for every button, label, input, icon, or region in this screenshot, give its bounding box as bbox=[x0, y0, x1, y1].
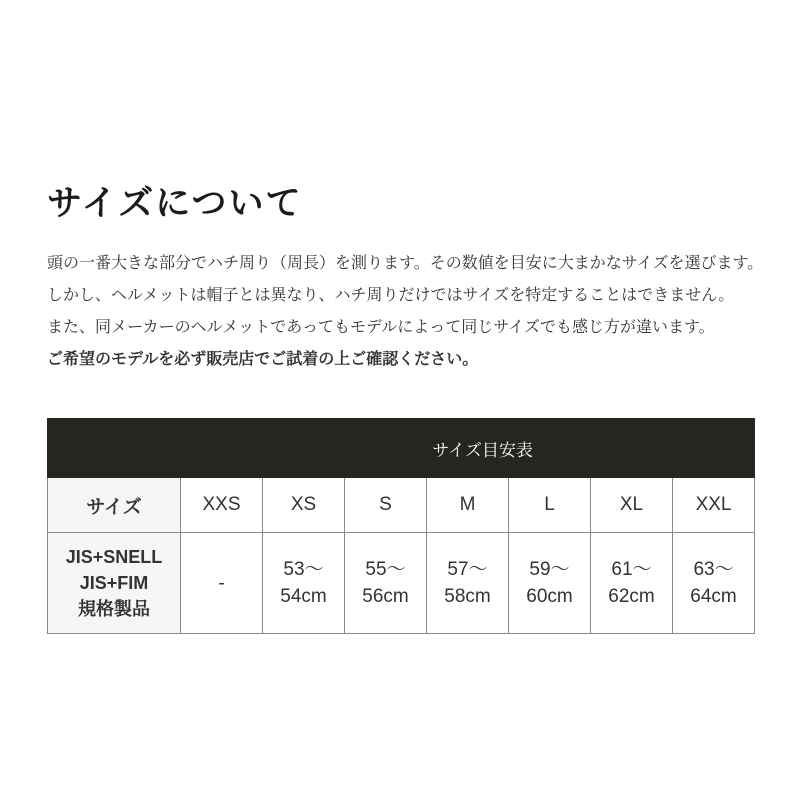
size-cell-l bbox=[509, 533, 591, 634]
col-header-s: S bbox=[345, 478, 427, 533]
row-label-standards bbox=[48, 533, 181, 634]
size-cell-xl bbox=[591, 533, 673, 634]
col-header-m: M bbox=[427, 478, 509, 533]
size-range-line: 61～ bbox=[611, 559, 652, 581]
size-range-line: 62cm bbox=[608, 586, 655, 608]
size-range-line: 53～ bbox=[283, 559, 324, 581]
intro-line: また、同メーカーのヘルメットであってもモデルによって同じサイズでも感じ方が違います。 bbox=[47, 319, 715, 337]
row-label-line: JIS+SNELL bbox=[65, 547, 163, 568]
fitting-notice: ご希望のモデルを必ず販売店でご試着の上ご確認ください。 bbox=[47, 351, 479, 369]
size-range-line: 58cm bbox=[444, 586, 491, 608]
table-caption: サイズ目安表 bbox=[181, 419, 755, 478]
intro-line: 頭の一番大きな部分でハチ周り（周長）を測ります。その数値を目安に大まかなサイズを選びます。 bbox=[47, 255, 764, 273]
col-header-xl: XL bbox=[591, 478, 673, 533]
size-range-line: - bbox=[218, 572, 225, 594]
size-range-line: 55～ bbox=[365, 559, 406, 581]
intro-line: しかし、ヘルメットは帽子とは異なり、ハチ周りだけではサイズを特定することはできません。 bbox=[47, 287, 735, 305]
size-range-line: 57～ bbox=[447, 559, 488, 581]
col-header-size: サイズ bbox=[48, 478, 181, 533]
col-header-xxs: XXS bbox=[181, 478, 263, 533]
col-header-xxl: XXL bbox=[673, 478, 755, 533]
size-range-line: 64cm bbox=[690, 586, 737, 608]
intro-paragraph bbox=[47, 248, 764, 376]
row-label-line: JIS+FIM bbox=[79, 573, 149, 594]
page-title: サイズについて bbox=[47, 184, 303, 223]
size-range-line: 63～ bbox=[693, 559, 734, 581]
size-info-section bbox=[47, 184, 764, 634]
caption-spacer bbox=[48, 419, 181, 478]
size-cell-xxs bbox=[181, 533, 263, 634]
size-cell-s bbox=[345, 533, 427, 634]
col-header-xs: XS bbox=[263, 478, 345, 533]
size-range-line: 59～ bbox=[529, 559, 570, 581]
size-range-line: 60cm bbox=[526, 586, 573, 608]
size-cell-xs bbox=[263, 533, 345, 634]
size-cell-xxl bbox=[673, 533, 755, 634]
table-caption-row bbox=[48, 419, 755, 478]
size-cell-m bbox=[427, 533, 509, 634]
table-row bbox=[48, 533, 755, 634]
col-header-l: L bbox=[509, 478, 591, 533]
row-label-line: 規格製品 bbox=[78, 599, 150, 620]
size-range-line: 54cm bbox=[280, 586, 327, 608]
size-range-line: 56cm bbox=[362, 586, 409, 608]
size-guide-table bbox=[47, 418, 755, 634]
table-header-row bbox=[48, 478, 755, 533]
